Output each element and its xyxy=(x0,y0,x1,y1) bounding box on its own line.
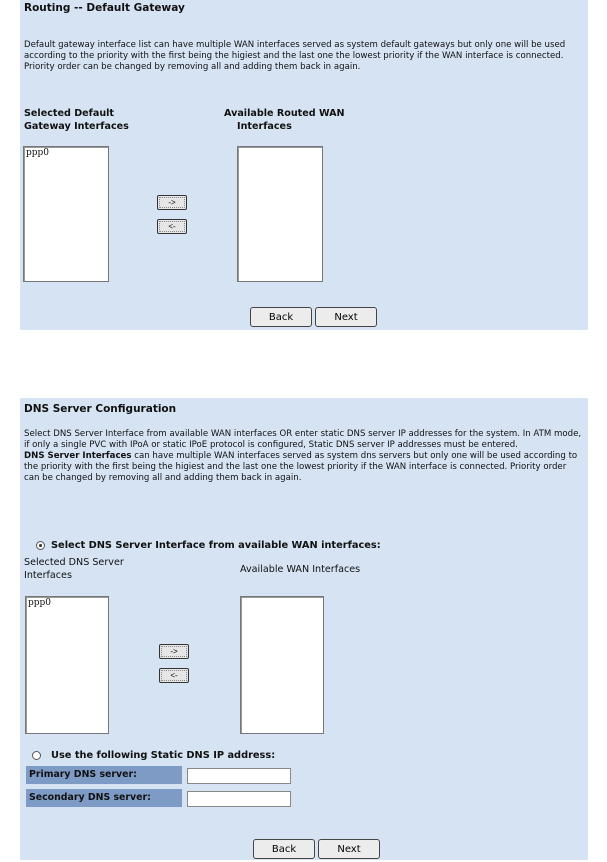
gateway-description: Default gateway interface list can have multiple WAN interfaces served as system default gateways but only one will be used according to the priority with the first being the higiest and the last one the lowest priority if the WAN interface is connected. Priority order can be changed by removing all and adding them back in again. xyxy=(24,40,566,72)
dns-move-right-button[interactable]: -> xyxy=(159,644,189,659)
selected-dns-label-line2: Interfaces xyxy=(24,570,72,581)
dns-title: DNS Server Configuration xyxy=(24,403,177,415)
dns-description-rest: can have multiple WAN interfaces served as system dns servers but only one will be used according to the priority with the first being the higiest and the last one the lowest priority if the WAN interface is connected. Priority order can be changed by removing all and adding them back in again. xyxy=(24,451,578,483)
available-wan-interfaces-list[interactable] xyxy=(240,596,324,734)
dns-move-left-button[interactable]: <- xyxy=(159,668,189,683)
move-left-button[interactable]: <- xyxy=(157,219,187,234)
list-item[interactable]: ppp0 xyxy=(26,148,50,158)
selected-gateway-label-line1: Selected Default xyxy=(24,108,115,119)
page-title: Routing -- Default Gateway xyxy=(24,2,185,14)
available-wan-interfaces-label: Available WAN Interfaces xyxy=(240,564,361,575)
back-button[interactable]: Back xyxy=(250,307,312,327)
static-dns-radio-label: Use the following Static DNS IP address: xyxy=(51,750,276,761)
move-right-button[interactable]: -> xyxy=(157,195,187,210)
dns-next-button[interactable]: Next xyxy=(318,839,380,859)
dns-config-panel xyxy=(20,398,588,860)
available-wan-label-line2: Interfaces xyxy=(237,121,292,132)
dns-back-button[interactable]: Back xyxy=(253,839,315,859)
dns-description-bold: DNS Server Interfaces xyxy=(24,451,132,461)
primary-dns-label: Primary DNS server: xyxy=(26,766,182,784)
secondary-dns-input[interactable] xyxy=(187,791,291,807)
dns-interface-radio[interactable] xyxy=(36,541,45,550)
primary-dns-input[interactable] xyxy=(187,768,291,784)
list-item[interactable]: ppp0 xyxy=(28,598,52,608)
secondary-dns-label: Secondary DNS server: xyxy=(26,789,182,807)
default-gateway-panel xyxy=(20,0,588,330)
dns-description-text: Select DNS Server Interface from available WAN interfaces OR enter static DNS server IP addresses for the system. In ATM mode, if only a single PVC with IPoA or static IPoE protocol is configured, Static DNS server IP addresses must be entered. xyxy=(24,429,582,450)
available-wan-label-line1: Available Routed WAN xyxy=(224,108,345,119)
available-wan-list[interactable] xyxy=(237,146,323,282)
dns-description xyxy=(24,429,584,484)
selected-dns-list[interactable] xyxy=(25,596,109,734)
selected-gateway-list[interactable] xyxy=(23,146,109,282)
next-button[interactable]: Next xyxy=(315,307,377,327)
static-dns-radio[interactable] xyxy=(32,751,41,760)
dns-interface-radio-label: Select DNS Server Interface from available WAN interfaces: xyxy=(51,540,381,551)
selected-dns-label-line1: Selected DNS Server xyxy=(24,557,124,568)
selected-gateway-label-line2: Gateway Interfaces xyxy=(24,121,129,132)
